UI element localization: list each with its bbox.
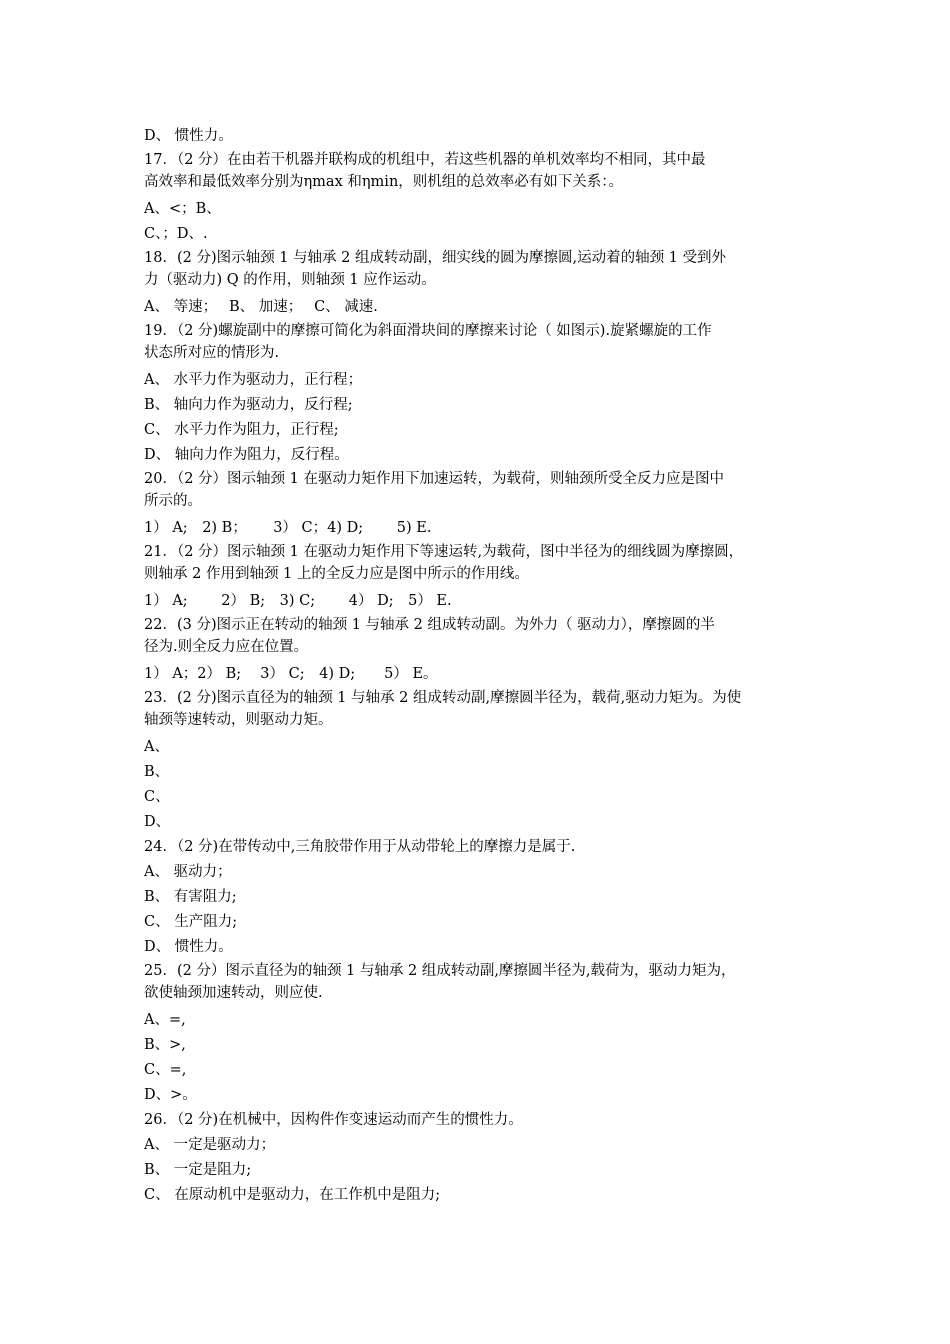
question-21-text: 21．（2 分）图示轴颈 1 在驱动力矩作用下等速运转,为载荷，图中半径为的细线圆为摩擦圆， — [144, 544, 744, 560]
question-18-text: 18．(2 分)图示轴颈 1 与轴承 2 组成转动副，细实线的圆为摩擦圆,运动着的轴颈 1 受到外 — [144, 250, 727, 266]
answer-option: A、=, — [144, 1012, 186, 1028]
question-17-text: 17．（2 分）在由若干机器并联构成的机组中，若这些机器的单机效率均不相同，其中最 — [144, 152, 706, 168]
answer-option: D、 轴向力作为阻力，反行程。 — [144, 447, 349, 463]
answer-option: 1） A; 2) B； 3） C；4) D; 5) E. — [144, 520, 432, 536]
answer-option: B、>, — [144, 1037, 186, 1053]
answer-option: A、 驱动力； — [144, 864, 232, 880]
question-19-text-cont: 状态所对应的情形为. — [144, 345, 280, 361]
question-20-text: 20．（2 分）图示轴颈 1 在驱动力矩作用下加速运转，为载荷，则轴颈所受全反力应是图中 — [144, 471, 724, 487]
answer-option: B、 — [144, 764, 170, 780]
answer-option: D、 惯性力。 — [144, 939, 233, 955]
question-19-text: 19．（2 分)螺旋副中的摩擦可简化为斜面滑块间的摩擦来讨论（ 如图示).旋紧螺旋的工作 — [144, 323, 712, 339]
question-23-text: 23．(2 分)图示直径为的轴颈 1 与轴承 2 组成转动副,摩擦圆半径为，载荷,驱动力矩为。为使 — [144, 690, 742, 706]
answer-option: C、=, — [144, 1062, 187, 1078]
question-23-text-cont: 轴颈等速转动，则驱动力矩。 — [144, 712, 333, 728]
question-22-text-cont: 径为.则全反力应在位置。 — [144, 639, 309, 655]
question-20-text-cont: 所示的。 — [144, 493, 202, 509]
question-17-text-cont: 高效率和最低效率分别为ηmax 和ηmin，则机组的总效率必有如下关系：。 — [144, 174, 624, 190]
answer-option: A、 — [144, 739, 169, 755]
text-line: D、 惯性力。 — [144, 128, 233, 144]
answer-option: B、 轴向力作为驱动力，反行程; — [144, 397, 353, 413]
question-25-text-cont: 欲使轴颈加速转动，则应使. — [144, 985, 323, 1001]
answer-option: 1） A；2） B; 3） C; 4) D; 5） E。 — [144, 666, 438, 682]
answer-option: B、 有害阻力; — [144, 889, 237, 905]
answer-option: B、 一定是阻力; — [144, 1162, 252, 1178]
answer-option: C、 水平力作为阻力，正行程; — [144, 422, 339, 438]
answer-option: C、；D、. — [144, 226, 208, 242]
answer-option: A、 等速； B、 加速； C、 减速. — [144, 299, 378, 315]
document-body — [144, 124, 814, 1208]
question-26-text: 26．（2 分)在机械中，因构件作变速运动而产生的惯性力。 — [144, 1112, 523, 1128]
answer-option: A、<；B、 — [144, 201, 221, 217]
question-25-text: 25．(2 分）图示直径为的轴颈 1 与轴承 2 组成转动副,摩擦圆半径为,载荷为，驱动力矩为， — [144, 963, 736, 979]
answer-option: 1） A; 2） B; 3) C; 4） D; 5） E. — [144, 593, 452, 609]
question-18-text-cont: 力（驱动力) Q 的作用，则轴颈 1 应作运动。 — [144, 272, 436, 288]
answer-option: A、 水平力作为驱动力，正行程； — [144, 372, 363, 388]
answer-option: C、 在原动机中是驱动力，在工作机中是阻力; — [144, 1187, 441, 1203]
question-22-text: 22．(3 分)图示正在转动的轴颈 1 与轴承 2 组成转动副。为外力（ 驱动力），摩擦圆的半 — [144, 617, 715, 633]
question-24-text: 24．（2 分)在带传动中,三角胶带作用于从动带轮上的摩擦力是属于. — [144, 839, 576, 855]
question-21-text-cont: 则轴承 2 作用到轴颈 1 上的全反力应是图中所示的作用线。 — [144, 566, 529, 582]
answer-option: D、>。 — [144, 1087, 197, 1103]
answer-option: C、 生产阻力; — [144, 914, 238, 930]
answer-option: A、 一定是驱动力； — [144, 1137, 276, 1153]
answer-option: D、 — [144, 814, 171, 830]
answer-option: C、 — [144, 789, 170, 805]
